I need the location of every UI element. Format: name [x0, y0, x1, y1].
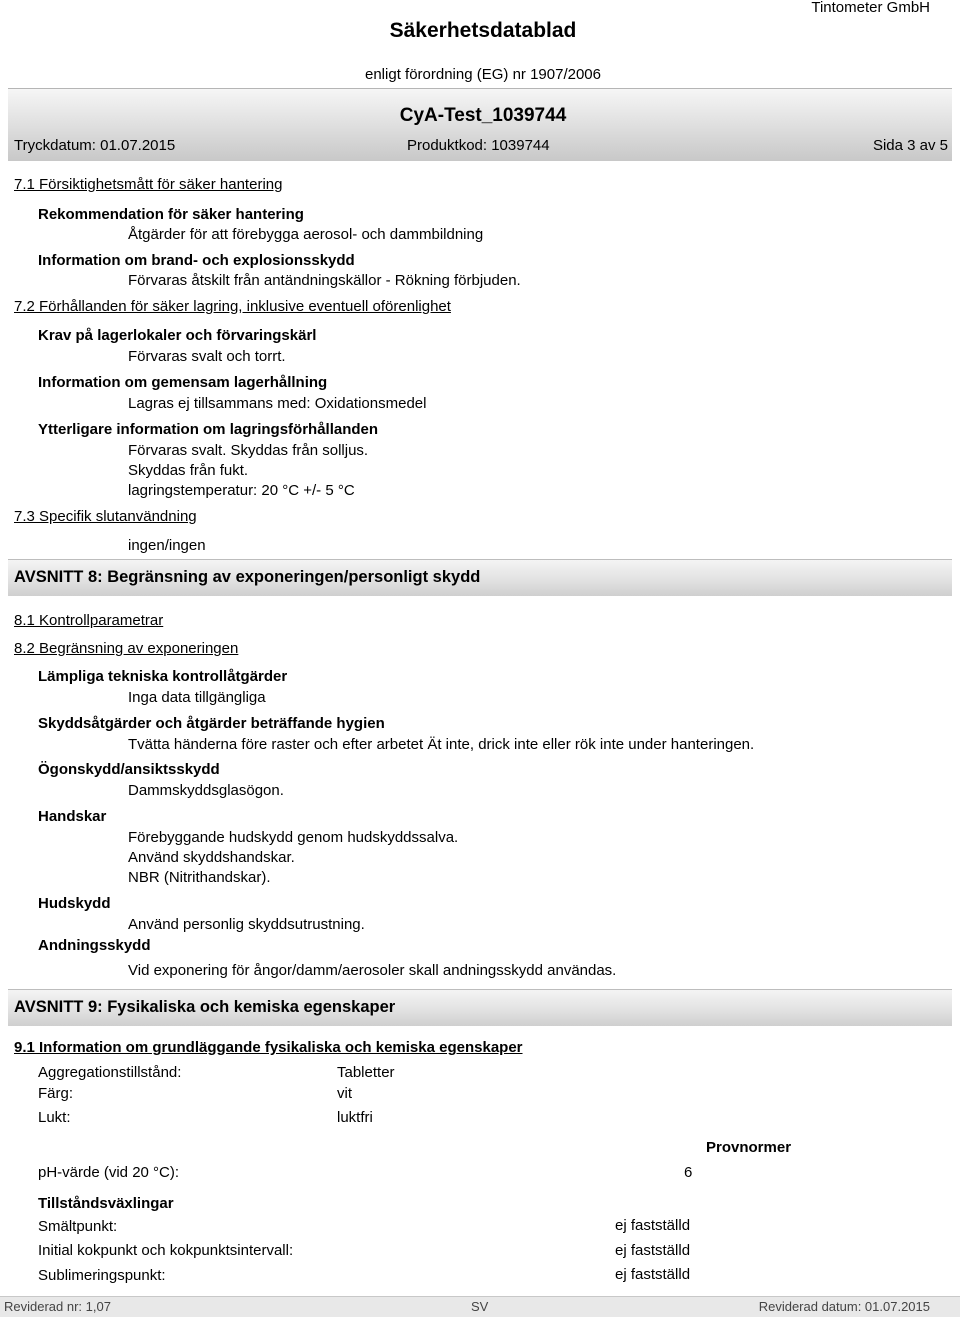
page-number: Sida 3 av 5	[872, 137, 948, 154]
text-respiratory-protection: Vid exponering för ångor/damm/aerosoler skall andningsskydd användas.	[128, 962, 617, 979]
label-joint-storage: Information om gemensam lagerhållning	[38, 374, 328, 391]
product-code: Produktkod: 1039744	[407, 137, 550, 154]
text-skin-protection: Använd personlig skyddsutrustning.	[128, 916, 365, 933]
footer-language: SV	[471, 1299, 489, 1314]
label-hygiene: Skyddsåtgärder och åtgärder beträffande hygien	[38, 715, 385, 732]
product-name: CyA-Test_1039744	[399, 105, 567, 126]
label-skin-protection: Hudskydd	[38, 895, 111, 912]
text-gloves-2: Använd skyddshandskar.	[128, 849, 295, 866]
heading-9-1: 9.1 Information om grundläggande fysikaliska och kemiska egenskaper	[14, 1039, 523, 1056]
label-fire-protection: Information om brand- och explosionsskydd	[38, 252, 355, 269]
label-sublimation-point: Sublimeringspunkt:	[38, 1267, 166, 1284]
value-boiling-point: ej fastställd	[615, 1242, 691, 1259]
value-color: vit	[337, 1085, 352, 1102]
label-odor: Lukt:	[38, 1109, 71, 1126]
label-engineering-controls: Lämpliga tekniska kontrollåtgärder	[38, 668, 288, 685]
text-further-storage-1: Förvaras svalt. Skyddas från solljus.	[128, 442, 369, 459]
label-respiratory-protection: Andningsskydd	[38, 937, 151, 954]
heading-7-1: 7.1 Försiktighetsmått för säker hantering	[14, 176, 283, 193]
text-eye-protection: Dammskyddsglasögon.	[128, 782, 284, 799]
text-end-use: ingen/ingen	[128, 537, 206, 554]
heading-8-2: 8.2 Begränsning av exponeringen	[14, 640, 239, 657]
label-color: Färg:	[38, 1085, 74, 1102]
print-date: Tryckdatum: 01.07.2015	[14, 137, 176, 154]
value-ph: 6	[684, 1164, 693, 1181]
label-ph: pH-värde (vid 20 °C):	[38, 1164, 180, 1181]
text-hygiene: Tvätta händerna före raster och efter arbetet Ät inte, drick inte eller rök inte under hanteringen.	[128, 736, 755, 753]
label-safe-handling: Rekommendation för säker hantering	[38, 206, 304, 223]
value-sublimation-point: ej fastställd	[615, 1266, 691, 1283]
label-boiling-point: Initial kokpunkt och kokpunktsintervall:	[38, 1242, 294, 1259]
label-further-storage-info: Ytterligare information om lagringsförhållanden	[38, 421, 379, 438]
label-physical-state: Aggregationstillstånd:	[38, 1064, 182, 1081]
text-fire-protection: Förvaras åtskilt från antändningskällor - Rökning förbjuden.	[128, 272, 521, 289]
label-storage-requirements: Krav på lagerlokaler och förvaringskärl	[38, 327, 317, 344]
text-further-storage-3: lagringstemperatur: 20 °C +/- 5 °C	[128, 482, 355, 499]
text-engineering-controls: Inga data tillgängliga	[128, 689, 266, 706]
heading-7-3: 7.3 Specifik slutanvändning	[14, 508, 197, 525]
text-safe-handling: Åtgärder för att förebygga aerosol- och dammbildning	[128, 226, 484, 243]
value-melting-point: ej fastställd	[615, 1217, 691, 1234]
label-phase-changes: Tillståndsväxlingar	[38, 1195, 174, 1212]
text-storage-requirements: Förvaras svalt och torrt.	[128, 348, 286, 365]
header-test-methods: Provnormer	[706, 1139, 792, 1156]
text-further-storage-2: Skyddas från fukt.	[128, 462, 249, 479]
text-gloves-3: NBR (Nitrithandskar).	[128, 869, 271, 886]
footer-revision-date: Reviderad datum: 01.07.2015	[758, 1299, 930, 1314]
text-gloves-1: Förebyggande hudskydd genom hudskyddssalva.	[128, 829, 459, 846]
label-melting-point: Smältpunkt:	[38, 1218, 118, 1235]
value-odor: luktfri	[337, 1109, 373, 1126]
footer-revision-number: Reviderad nr: 1,07	[4, 1299, 111, 1314]
label-gloves: Handskar	[38, 808, 107, 825]
label-eye-protection: Ögonskydd/ansiktsskydd	[38, 761, 220, 778]
value-physical-state: Tabletter	[337, 1064, 395, 1081]
heading-7-2: 7.2 Förhållanden för säker lagring, inklusive eventuell oförenlighet	[14, 298, 451, 315]
section-9-title: AVSNITT 9: Fysikaliska och kemiska egenskaper	[14, 998, 396, 1016]
regulation-reference: enligt förordning (EG) nr 1907/2006	[365, 66, 601, 83]
heading-8-1: 8.1 Kontrollparametrar	[14, 612, 164, 629]
document-title: Säkerhetsdatablad	[389, 19, 577, 42]
section-8-title: AVSNITT 8: Begränsning av exponeringen/personligt skydd	[14, 568, 481, 586]
text-joint-storage: Lagras ej tillsammans med: Oxidationsmedel	[128, 395, 427, 412]
company-name: Tintometer GmbH	[811, 0, 930, 16]
